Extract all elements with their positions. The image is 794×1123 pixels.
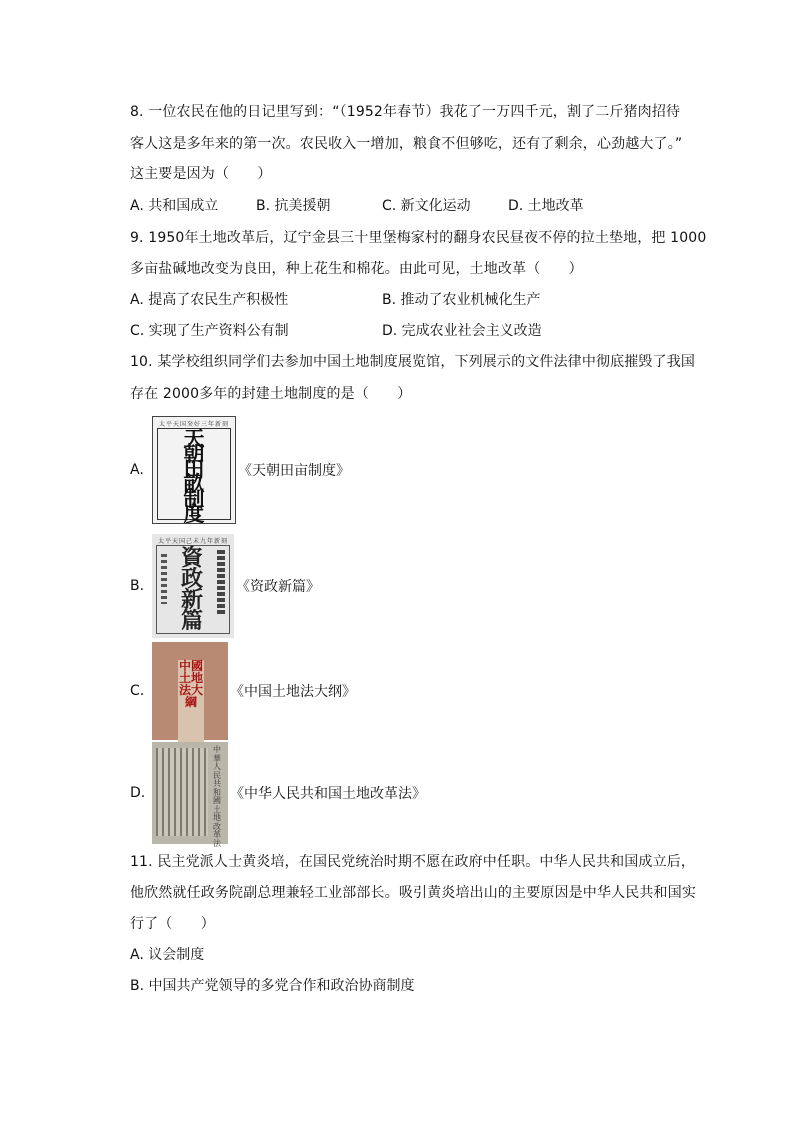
q10-line1: 10. 某学校组织同学们去参加中国土地制度展览馆，下列展示的文件法律中彻底摧毁了我国 bbox=[130, 354, 696, 370]
q10-option-c bbox=[130, 642, 356, 740]
q9-option-a: A. 提高了农民生产积极性 bbox=[130, 292, 289, 308]
q10-line2: 存在 2000多年的封建土地制度的是（ ） bbox=[130, 386, 412, 402]
q10-option-a-letter: A. bbox=[130, 462, 144, 478]
cover-title-text: 中華人民共和國土地改革法 bbox=[213, 745, 221, 848]
cover-title-text: 天朝田畝制度 bbox=[183, 426, 205, 526]
zizheng-xinpian-cover-image bbox=[152, 534, 234, 638]
cover-header-text: 太平天国癸好三年新刻 bbox=[158, 421, 229, 428]
q11-option-b: B. 中国共产党领导的多党合作和政治协商制度 bbox=[130, 978, 415, 994]
q10-option-a-caption: 《天朝田亩制度》 bbox=[238, 463, 350, 479]
q9-option-b: B. 推动了农业机械化生产 bbox=[382, 292, 541, 308]
q10-option-b-letter: B. bbox=[130, 578, 145, 594]
q9-option-c: C. 实现了生产资料公有制 bbox=[130, 323, 289, 339]
land-law-outline-cover-image bbox=[152, 642, 228, 740]
q8-option-c: C. 新文化运动 bbox=[382, 198, 471, 214]
q11-line3: 行了（ ） bbox=[130, 916, 215, 932]
q9-line1: 9. 1950年土地改革后，辽宁金县三十里堡梅家村的翻身农民昼夜不停的拉土垫地，把 1000 bbox=[130, 230, 707, 246]
q10-option-c-letter: C. bbox=[130, 683, 145, 699]
q10-option-d-letter: D. bbox=[130, 785, 146, 801]
q11-line2: 他欣然就任政务院副总理兼轻工业部部长。吸引黄炎培出山的主要原因是中华人民共和国实 bbox=[130, 885, 696, 901]
q8-line3: 这主要是因为（ ） bbox=[130, 166, 272, 182]
q11-line1: 11. 民主党派人士黄炎培，在国民党统治时期不愿在政府中任职。中华人民共和国成立后， bbox=[130, 854, 696, 870]
q8-line1: 8. 一位农民在他的日记里写到：“（1952年春节）我花了一万四千元，割了二斤猪肉招待 bbox=[130, 104, 681, 120]
land-reform-law-document-image bbox=[152, 742, 228, 848]
q10-option-b-caption: 《资政新篇》 bbox=[236, 579, 320, 595]
q10-option-c-caption: 《中国土地法大纲》 bbox=[230, 684, 356, 700]
tianchao-tianmu-cover-image bbox=[152, 416, 236, 524]
q9-line2: 多亩盐碱地改变为良田，种上花生和棉花。由此可见，土地改革（ ） bbox=[130, 261, 583, 277]
q10-option-a bbox=[130, 416, 350, 524]
cover-title-text: 資政新篇 bbox=[180, 545, 203, 634]
q10-option-d-caption: 《中华人民共和国土地改革法》 bbox=[230, 786, 426, 802]
cover-header-text: 太平天国己未九年新刻 bbox=[157, 538, 228, 545]
q8-option-a: A. 共和国成立 bbox=[130, 198, 219, 214]
q8-option-b: B. 抗美援朝 bbox=[256, 198, 331, 214]
q8-option-d: D. 土地改革 bbox=[508, 198, 584, 214]
q10-option-d bbox=[130, 742, 426, 848]
q9-option-d: D. 完成农业社会主义改造 bbox=[382, 323, 542, 339]
q8-line2: 客人这是多年来的第一次。农民收入一增加，粮食不但够吃，还有了剩余，心劲越大了。” bbox=[130, 136, 683, 152]
cover-title-text: 中國土地法大綱 bbox=[178, 660, 204, 746]
q10-option-b bbox=[130, 534, 320, 638]
q11-option-a: A. 议会制度 bbox=[130, 947, 205, 963]
